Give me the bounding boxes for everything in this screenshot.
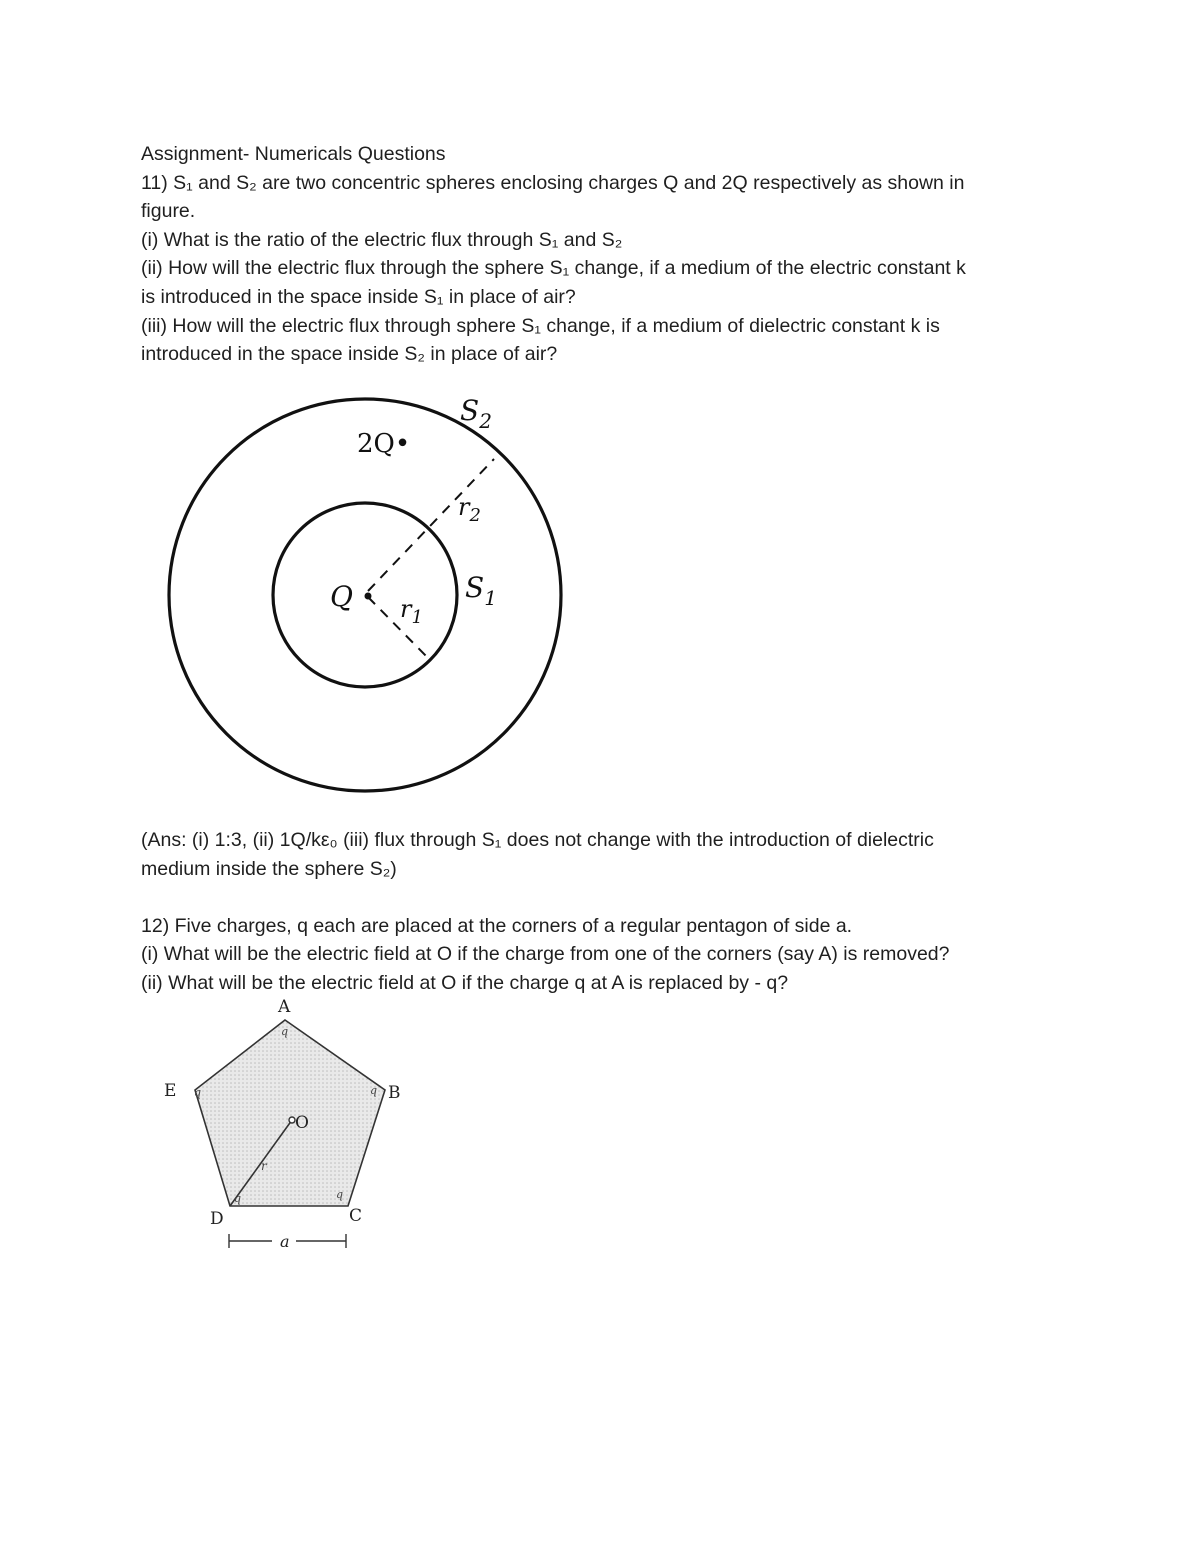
q11-line1: 11) S₁ and S₂ are two concentric spheres enclosing charges Q and 2Q respectively as shown in [141, 171, 965, 194]
q11-part-ii-line1: (ii) How will the electric flux through the sphere S₁ change, if a medium of the electric constant k [141, 257, 966, 280]
q11-answer-line2: medium inside the sphere S₂) [141, 857, 397, 880]
q11-part-iii-line2: introduced in the space inside S₂ in place of air? [141, 343, 558, 366]
vertex-A-label: A [278, 997, 291, 1017]
vertex-E-label: E [164, 1081, 177, 1101]
charge-label-A: q [281, 1025, 289, 1038]
label-r2: $r_2$ [458, 493, 481, 526]
charge-Q-dot [365, 593, 372, 600]
side-a-label: a [280, 1232, 290, 1251]
charge-label-E: q [194, 1086, 202, 1099]
charge-label-D: q [234, 1192, 242, 1205]
charge-label-C: q [336, 1188, 344, 1201]
concentric-spheres-figure [160, 385, 580, 825]
q11-part-ii-line2: is introduced in the space inside S₁ in place of air? [141, 286, 576, 308]
center-O-label: O [295, 1113, 309, 1133]
vertex-C-label: C [349, 1206, 363, 1226]
label-S2: $S_2$ [460, 394, 492, 433]
charge-label-B: q [370, 1084, 378, 1097]
pentagon-shape [195, 1020, 385, 1206]
assignment-heading: Assignment- Numericals Questions [141, 143, 446, 165]
q11-answer-line1: (Ans: (i) 1:3, (ii) 1Q/kε₀ (iii) flux through S₁ does not change with the introduction of dielectric [141, 829, 934, 851]
label-Q: Q [330, 580, 353, 613]
q12-part-i: (i) What will be the electric field at O if the charge from one of the corners (say A) is removed? [141, 943, 950, 966]
q12-part-ii: (ii) What will be the electric field at O if the charge q at A is replaced by - q? [141, 972, 789, 994]
radius-r-label: r [261, 1159, 267, 1173]
vertex-D-label: D [210, 1209, 224, 1229]
label-2Q: 2Q• [357, 429, 411, 459]
q11-part-i: (i) What is the ratio of the electric flux through S₁ and S₂ [141, 228, 623, 251]
label-S1: $S_1$ [465, 571, 497, 610]
label-r1: $r_1$ [400, 595, 423, 628]
vertex-B-label: B [388, 1083, 401, 1103]
q12-line1: 12) Five charges, q each are placed at the corners of a regular pentagon of side a. [141, 914, 853, 937]
pentagon-figure [150, 990, 420, 1260]
q11-line2: figure. [141, 200, 196, 223]
q11-part-iii-line1: (iii) How will the electric flux through sphere S₁ change, if a medium of dielectric constant k is [141, 314, 940, 337]
